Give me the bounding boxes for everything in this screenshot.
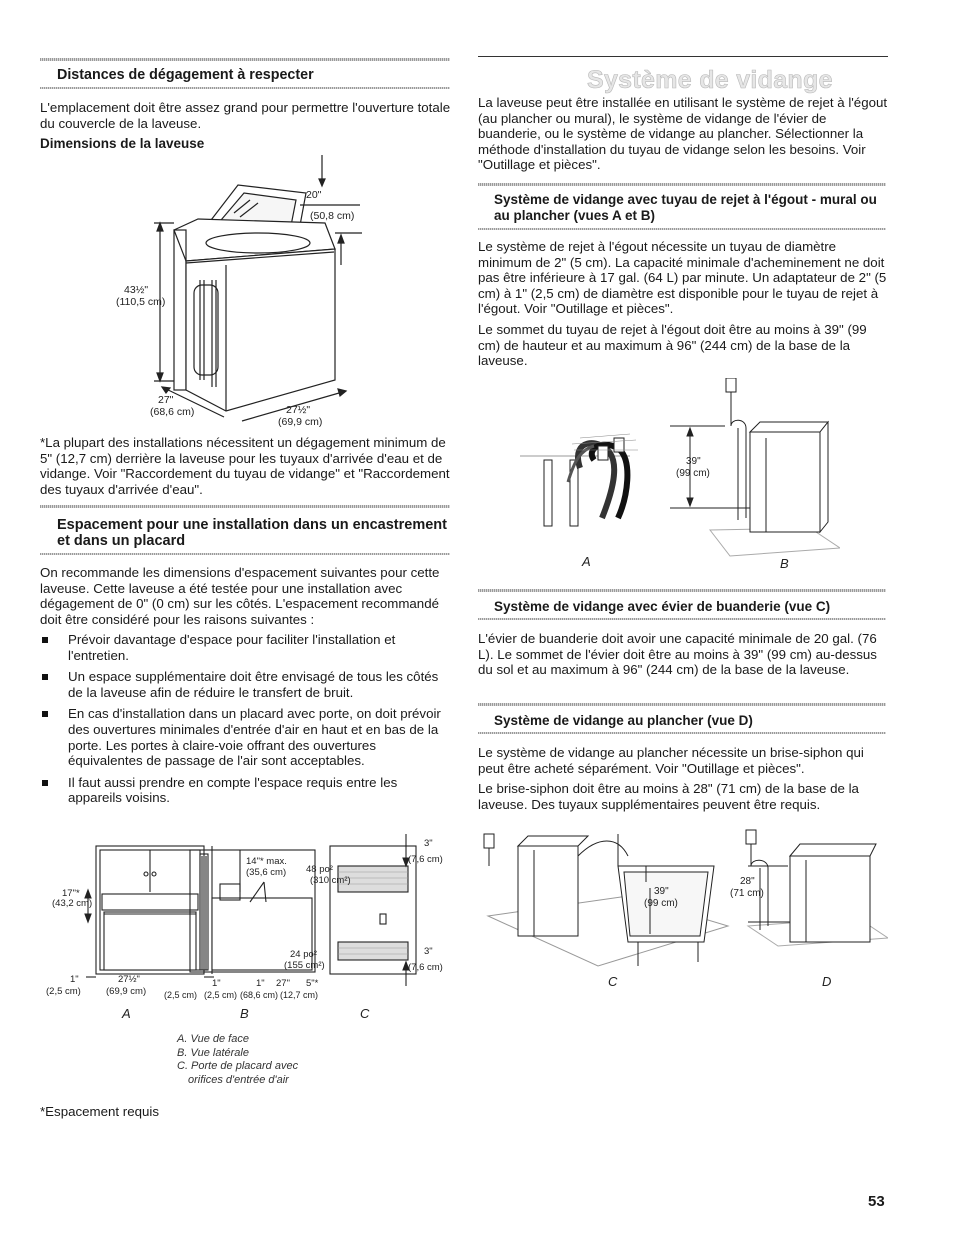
fig-letter-d-drain: D (822, 974, 832, 989)
width-dim-in: 27" (158, 394, 174, 406)
fig-letter-c-drain: C (608, 974, 618, 989)
list-item: Prévoir davantage d'espace pour faciliter l'installation et l'entretien. (40, 632, 452, 663)
recess-top-rule (40, 505, 450, 508)
c-bot-in: 3" (424, 946, 433, 957)
standpipe-heading-rule (478, 228, 886, 230)
standpipe-figure (510, 378, 840, 574)
bullet-icon (42, 674, 48, 680)
list-item: En cas d'installation dans un placard avec porte, on doit prévoir des ouvertures minimales d'entrée d'air en haut et en bas de la porte. Les portes à claire-voie offrant des ouvertures équivalentes de passage de l'air sont acceptables. (40, 706, 452, 768)
b-gap1-in: 1" (212, 978, 221, 989)
c-bot-cm: (7,6 cm) (408, 962, 443, 973)
sink-dim-in: 39" (654, 886, 669, 897)
sink-p1: L'évier de buanderie doit avoir une capacité minimale de 20 gal. (76 L). Le sommet de l'évier doit être au moins à 39" (99 cm) au-dessus du sol et au maximum à 96" (244 cm) de la base de la laveuse. (478, 631, 877, 678)
height-dim-cm: (110,5 cm) (116, 296, 166, 308)
standpipe-heading: Système de vidange avec tuyau de rejet à l'égout - mural ou au plancher (vues A et B) (494, 192, 877, 223)
sink-top-rule (478, 589, 886, 592)
spacing-footnote: *Espacement requis (40, 1104, 159, 1119)
standpipe-dim-cm: (99 cm) (676, 468, 710, 479)
a-side-in: 1" (70, 974, 79, 985)
b-gap2-in: 1" (256, 978, 265, 989)
floor-heading: Système de vidange au plancher (vue D) (494, 713, 753, 728)
a-height-in: 17"* (62, 888, 80, 899)
fig-letter-b-drain: B (780, 556, 789, 571)
bullet-icon (42, 780, 48, 786)
floor-heading-rule (478, 732, 886, 734)
width-dim-cm: (68,6 cm) (150, 406, 195, 418)
b-gap1-cm: (2,5 cm) (164, 990, 198, 1000)
washer-dimensions-figure (110, 155, 370, 435)
top-dim-cm: (50,8 cm) (310, 210, 355, 222)
b-back-cm: (12,7 cm) (280, 990, 319, 1000)
c-top-area-cm: (310 cm²) (310, 875, 351, 886)
sink-floor-figure (478, 826, 888, 990)
legend-item: C. Porte de placard avec (177, 1060, 299, 1072)
fig-letter-a: A (122, 1006, 131, 1021)
top-dim-in: 20" (306, 189, 322, 201)
page-number: 53 (868, 1193, 885, 1210)
recess-intro: On recommande les dimensions d'espacement suivantes pour cette laveuse. Cette laveuse a été testée pour une installation avec dégagement de 0" (0 cm) sur les côtés. L'espacement recommandé doit être considéré pour les raisons suivantes : (40, 565, 440, 627)
top-rule-right (478, 56, 888, 57)
list-item: Un espace supplémentaire doit être envisagé de tous les côtés de la laveuse afin de réduire le transfert de bruit. (40, 669, 452, 700)
c-top-cm: (7,6 cm) (408, 854, 443, 865)
c-top-in: 3" (424, 838, 433, 849)
fig-letter-b: B (240, 1006, 249, 1021)
recess-heading: Espacement pour une installation dans un encastrement et dans un placard (57, 517, 447, 549)
a-height-cm: (43,2 cm) (52, 898, 93, 909)
standpipe-dim-in: 39" (686, 456, 701, 467)
clearance-intro: L'emplacement doit être assez grand pour permettre l'ouverture totale du couvercle de la laveuse. (40, 100, 451, 131)
floor-dim-cm: (71 cm) (730, 888, 764, 899)
a-side-cm: (2,5 cm) (46, 986, 81, 997)
c-bot-area-in: 24 po² (290, 949, 317, 960)
legend-item: orifices d'entrée d'air (188, 1073, 289, 1086)
b-depth-in: 27" (276, 978, 290, 989)
depth-dim-cm: (69,9 cm) (278, 416, 323, 428)
standpipe-p1: Le système de rejet à l'égout nécessite un tuyau de diamètre minimum de 2" (5 cm). La capacité minimale d'acheminement ne doit pas être inférieure à 17 gal. (64 L) par minute. Un adaptateur de 2" (5 cm) à 1" (2,5 cm) de diamètre est disponible pour le tuyau de rejet à l'égout. Voir "Outillage et pièces". (478, 239, 887, 317)
legend-item: B. Vue latérale (177, 1046, 249, 1059)
floor-p1: Le système de vidange au plancher nécessite un brise-siphon qui peut être acheté séparément. Voir "Outillage et pièces". (478, 745, 864, 776)
list-item: Il faut aussi prendre en compte l'espace requis entre les appareils voisins. (40, 775, 452, 806)
sink-heading: Système de vidange avec évier de buanderie (vue C) (494, 599, 831, 614)
floor-dim-in: 28" (740, 876, 755, 887)
clearance-heading-rule (40, 87, 450, 89)
fig-letter-c: C (360, 1006, 370, 1021)
a-width-cm: (69,9 cm) (106, 986, 147, 997)
recess-heading-rule (40, 553, 450, 555)
b-depth-cm: (68,6 cm) (240, 990, 279, 1000)
c-bot-area-cm: (155 cm²) (284, 960, 325, 971)
standpipe-top-rule (478, 183, 886, 186)
figure-legend (177, 1033, 298, 1087)
sink-heading-rule (478, 618, 886, 620)
recess-figure (40, 832, 450, 1022)
standpipe-p2: Le sommet du tuyau de rejet à l'égout doit être au moins à 39" (99 cm) de hauteur et au maximum à 96" (244 cm) de la base de la laveuse. (478, 322, 867, 369)
washer-dims-heading: Dimensions de la laveuse (40, 136, 205, 151)
floor-top-rule (478, 703, 886, 706)
depth-dim-in: 27½" (286, 404, 311, 416)
bullet-icon (42, 711, 48, 717)
clearance-heading: Distances de dégagement à respecter (57, 67, 314, 83)
bullet-icon (42, 637, 48, 643)
legend-item: A. Vue de face (177, 1033, 249, 1045)
drain-intro: La laveuse peut être installée en utilisant le système de rejet à l'égout (au plancher ou mural), le système de vidange de l'évier de buanderie, ou le système de vidange au plancher. Sélectionner la méthode d'installation du tuyau de vidange selon les besoins. Voir "Outillage et pièces". (478, 95, 888, 173)
c-top-area-in: 48 po² (306, 864, 333, 875)
sink-dim-cm: (99 cm) (644, 898, 678, 909)
b-gap2-cm: (2,5 cm) (204, 990, 238, 1000)
drain-system-title: Système de vidange (587, 66, 833, 94)
recess-bullets (40, 632, 452, 812)
b-max-in: 14"* max. (246, 856, 287, 867)
b-back-in: 5"* (306, 978, 319, 989)
fig-letter-a-drain: A (582, 554, 591, 569)
a-width-in: 27½" (118, 974, 140, 985)
top-rule-left (40, 58, 450, 61)
b-max-cm: (35,6 cm) (246, 867, 287, 878)
height-dim-in: 43½" (124, 284, 149, 296)
clearance-note: *La plupart des installations nécessitent un dégagement minimum de 5" (12,7 cm) derrière la laveuse pour les tuyaux d'arrivée d'eau et de vidange. Voir "Raccordement du tuyau de vidange" et "Raccordement des tuyaux d'arrivée d'eau". (40, 435, 450, 497)
floor-p2: Le brise-siphon doit être au moins à 28" (71 cm) de la base de la laveuse. Des tuyaux supplémentaires peuvent être requis. (478, 781, 859, 812)
